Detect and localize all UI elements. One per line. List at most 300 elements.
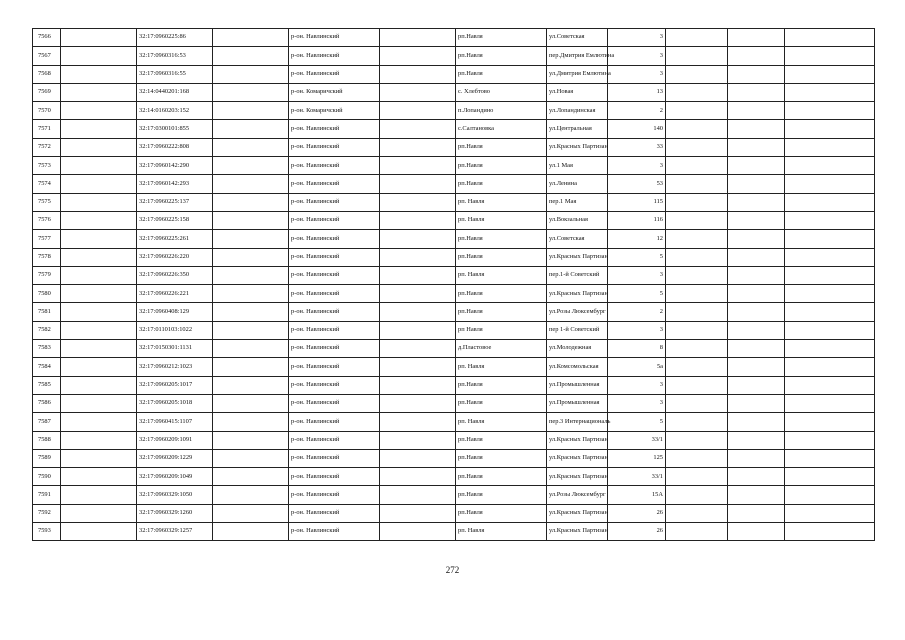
- row-number-cell: 7569: [33, 83, 61, 101]
- street-cell: ул.Новая: [547, 83, 608, 101]
- empty-cell: [61, 211, 137, 229]
- empty-cell: [666, 248, 728, 266]
- empty-cell: [213, 340, 289, 358]
- table-row: [33, 83, 875, 101]
- empty-cell: [213, 504, 289, 522]
- table-row: [33, 193, 875, 211]
- empty-cell: [213, 266, 289, 284]
- cadastral-number-cell: 32:17:0960212:1023: [137, 358, 213, 376]
- registry-table-container: [32, 28, 874, 541]
- street-cell: ул.Вокзальная: [547, 211, 608, 229]
- empty-cell: [785, 29, 875, 47]
- empty-cell: [666, 303, 728, 321]
- street-cell: пер.1 Мая: [547, 193, 608, 211]
- table-row: [33, 376, 875, 394]
- empty-cell: [380, 504, 456, 522]
- street-cell: ул.Лопандинская: [547, 102, 608, 120]
- row-number-cell: 7584: [33, 358, 61, 376]
- empty-cell: [213, 321, 289, 339]
- empty-cell: [666, 120, 728, 138]
- locality-cell: рп. Навля: [456, 523, 547, 541]
- empty-cell: [666, 449, 728, 467]
- row-number-cell: 7579: [33, 266, 61, 284]
- empty-cell: [728, 486, 785, 504]
- locality-cell: рп.Навля: [456, 468, 547, 486]
- empty-cell: [213, 468, 289, 486]
- house-number-cell: 116: [608, 211, 666, 229]
- street-cell: пер.1-й Советский: [547, 266, 608, 284]
- table-row: [33, 340, 875, 358]
- empty-cell: [61, 340, 137, 358]
- house-number-cell: 5: [608, 248, 666, 266]
- empty-cell: [380, 120, 456, 138]
- empty-cell: [728, 285, 785, 303]
- empty-cell: [785, 248, 875, 266]
- house-number-cell: 5а: [608, 358, 666, 376]
- empty-cell: [666, 102, 728, 120]
- row-number-cell: 7566: [33, 29, 61, 47]
- district-cell: р-он. Навлинский: [289, 523, 380, 541]
- empty-cell: [785, 102, 875, 120]
- street-cell: ул.Комсомольская: [547, 358, 608, 376]
- locality-cell: с.Салтановка: [456, 120, 547, 138]
- locality-cell: рп.Навля: [456, 449, 547, 467]
- empty-cell: [380, 102, 456, 120]
- locality-cell: рп.Навля: [456, 248, 547, 266]
- locality-cell: рп. Навля: [456, 193, 547, 211]
- empty-cell: [728, 120, 785, 138]
- street-cell: ул.Красных Партизан: [547, 431, 608, 449]
- row-number-cell: 7587: [33, 413, 61, 431]
- row-number-cell: 7571: [33, 120, 61, 138]
- empty-cell: [785, 303, 875, 321]
- cadastral-number-cell: 32:17:0300101:855: [137, 120, 213, 138]
- empty-cell: [61, 376, 137, 394]
- empty-cell: [61, 413, 137, 431]
- empty-cell: [213, 285, 289, 303]
- empty-cell: [61, 431, 137, 449]
- empty-cell: [666, 47, 728, 65]
- locality-cell: рп.Навля: [456, 486, 547, 504]
- empty-cell: [213, 431, 289, 449]
- street-cell: ул.Красных Партизан: [547, 504, 608, 522]
- empty-cell: [728, 376, 785, 394]
- table-row: [33, 211, 875, 229]
- house-number-cell: 5: [608, 285, 666, 303]
- empty-cell: [213, 394, 289, 412]
- empty-cell: [785, 65, 875, 83]
- house-number-cell: 26: [608, 523, 666, 541]
- district-cell: р-он. Навлинский: [289, 157, 380, 175]
- empty-cell: [380, 394, 456, 412]
- empty-cell: [728, 157, 785, 175]
- empty-cell: [666, 157, 728, 175]
- empty-cell: [666, 376, 728, 394]
- empty-cell: [61, 29, 137, 47]
- cadastral-number-cell: 32:17:0960225:137: [137, 193, 213, 211]
- table-row: [33, 138, 875, 156]
- street-cell: ул.Розы Люксембург: [547, 303, 608, 321]
- empty-cell: [380, 230, 456, 248]
- empty-cell: [785, 120, 875, 138]
- empty-cell: [666, 468, 728, 486]
- empty-cell: [213, 157, 289, 175]
- empty-cell: [728, 449, 785, 467]
- empty-cell: [785, 47, 875, 65]
- house-number-cell: 3: [608, 29, 666, 47]
- empty-cell: [213, 175, 289, 193]
- empty-cell: [61, 83, 137, 101]
- empty-cell: [785, 230, 875, 248]
- empty-cell: [380, 248, 456, 266]
- district-cell: р-он. Навлинский: [289, 431, 380, 449]
- locality-cell: рп. Навля: [456, 358, 547, 376]
- empty-cell: [785, 376, 875, 394]
- row-number-cell: 7586: [33, 394, 61, 412]
- empty-cell: [61, 486, 137, 504]
- table-row: [33, 431, 875, 449]
- empty-cell: [213, 358, 289, 376]
- cadastral-number-cell: 32:17:0960329:1260: [137, 504, 213, 522]
- empty-cell: [380, 523, 456, 541]
- cadastral-number-cell: 32:17:0960142:293: [137, 175, 213, 193]
- district-cell: р-он. Навлинский: [289, 248, 380, 266]
- empty-cell: [785, 358, 875, 376]
- street-cell: ул.Красных Партизан: [547, 523, 608, 541]
- district-cell: р-он. Навлинский: [289, 211, 380, 229]
- empty-cell: [380, 193, 456, 211]
- empty-cell: [666, 83, 728, 101]
- locality-cell: рп. Навля: [456, 211, 547, 229]
- empty-cell: [380, 285, 456, 303]
- empty-cell: [380, 431, 456, 449]
- cadastral-number-cell: 32:17:0960225:158: [137, 211, 213, 229]
- empty-cell: [61, 285, 137, 303]
- street-cell: ул.Красных Партизан: [547, 449, 608, 467]
- house-number-cell: 3: [608, 47, 666, 65]
- empty-cell: [728, 248, 785, 266]
- empty-cell: [785, 321, 875, 339]
- district-cell: р-он. Комаричский: [289, 102, 380, 120]
- empty-cell: [61, 47, 137, 65]
- street-cell: ул.Промышленная: [547, 376, 608, 394]
- table-row: [33, 413, 875, 431]
- empty-cell: [213, 303, 289, 321]
- cadastral-number-cell: 32:17:0960205:1017: [137, 376, 213, 394]
- street-cell: ул.Молодежная: [547, 340, 608, 358]
- locality-cell: рп.Навля: [456, 65, 547, 83]
- cadastral-number-cell: 32:17:0960329:1257: [137, 523, 213, 541]
- empty-cell: [61, 358, 137, 376]
- row-number-cell: 7588: [33, 431, 61, 449]
- street-cell: ул.Промышленная: [547, 394, 608, 412]
- house-number-cell: 2: [608, 303, 666, 321]
- street-cell: ул.Ленина: [547, 175, 608, 193]
- district-cell: р-он. Комаричский: [289, 83, 380, 101]
- empty-cell: [213, 138, 289, 156]
- table-row: [33, 449, 875, 467]
- empty-cell: [666, 504, 728, 522]
- cadastral-number-cell: 32:17:0960225:261: [137, 230, 213, 248]
- house-number-cell: 33: [608, 138, 666, 156]
- empty-cell: [728, 468, 785, 486]
- table-row: [33, 321, 875, 339]
- empty-cell: [728, 358, 785, 376]
- empty-cell: [61, 157, 137, 175]
- cadastral-number-cell: 32:14:0440201:168: [137, 83, 213, 101]
- empty-cell: [785, 449, 875, 467]
- empty-cell: [61, 175, 137, 193]
- empty-cell: [785, 211, 875, 229]
- empty-cell: [728, 431, 785, 449]
- empty-cell: [61, 321, 137, 339]
- row-number-cell: 7570: [33, 102, 61, 120]
- row-number-cell: 7593: [33, 523, 61, 541]
- empty-cell: [380, 175, 456, 193]
- cadastral-number-cell: 32:17:0960316:55: [137, 65, 213, 83]
- district-cell: р-он. Навлинский: [289, 120, 380, 138]
- table-row: [33, 303, 875, 321]
- empty-cell: [728, 230, 785, 248]
- locality-cell: рп.Навля: [456, 47, 547, 65]
- row-number-cell: 7578: [33, 248, 61, 266]
- house-number-cell: 13: [608, 83, 666, 101]
- empty-cell: [213, 211, 289, 229]
- empty-cell: [728, 65, 785, 83]
- empty-cell: [728, 321, 785, 339]
- empty-cell: [61, 65, 137, 83]
- empty-cell: [213, 102, 289, 120]
- district-cell: р-он. Навлинский: [289, 376, 380, 394]
- table-row: [33, 120, 875, 138]
- table-row: [33, 358, 875, 376]
- empty-cell: [666, 340, 728, 358]
- street-cell: ул.Розы Люксембург: [547, 486, 608, 504]
- empty-cell: [380, 449, 456, 467]
- district-cell: р-он. Навлинский: [289, 285, 380, 303]
- table-row: [33, 65, 875, 83]
- house-number-cell: 5: [608, 413, 666, 431]
- empty-cell: [728, 504, 785, 522]
- empty-cell: [666, 285, 728, 303]
- empty-cell: [61, 248, 137, 266]
- table-row: [33, 468, 875, 486]
- street-cell: ул.Центральная: [547, 120, 608, 138]
- empty-cell: [666, 175, 728, 193]
- empty-cell: [213, 486, 289, 504]
- empty-cell: [61, 504, 137, 522]
- row-number-cell: 7589: [33, 449, 61, 467]
- cadastral-number-cell: 32:17:0960225:86: [137, 29, 213, 47]
- house-number-cell: 3: [608, 266, 666, 284]
- street-cell: ул.Красных Партизан: [547, 285, 608, 303]
- district-cell: р-он. Навлинский: [289, 321, 380, 339]
- empty-cell: [666, 65, 728, 83]
- district-cell: р-он. Навлинский: [289, 358, 380, 376]
- empty-cell: [380, 83, 456, 101]
- empty-cell: [380, 266, 456, 284]
- locality-cell: п.Лопандино: [456, 102, 547, 120]
- empty-cell: [61, 266, 137, 284]
- empty-cell: [380, 413, 456, 431]
- house-number-cell: 8: [608, 340, 666, 358]
- table-body: [33, 29, 875, 541]
- row-number-cell: 7574: [33, 175, 61, 193]
- district-cell: р-он. Навлинский: [289, 65, 380, 83]
- empty-cell: [380, 321, 456, 339]
- table-row: [33, 523, 875, 541]
- locality-cell: рп.Навля: [456, 29, 547, 47]
- locality-cell: рп.Навля: [456, 285, 547, 303]
- empty-cell: [785, 193, 875, 211]
- empty-cell: [728, 340, 785, 358]
- empty-cell: [785, 266, 875, 284]
- empty-cell: [728, 138, 785, 156]
- empty-cell: [785, 175, 875, 193]
- district-cell: р-он. Навлинский: [289, 468, 380, 486]
- empty-cell: [61, 102, 137, 120]
- empty-cell: [666, 431, 728, 449]
- empty-cell: [61, 138, 137, 156]
- empty-cell: [380, 138, 456, 156]
- empty-cell: [61, 193, 137, 211]
- row-number-cell: 7582: [33, 321, 61, 339]
- empty-cell: [380, 29, 456, 47]
- empty-cell: [666, 358, 728, 376]
- house-number-cell: 125: [608, 449, 666, 467]
- empty-cell: [61, 230, 137, 248]
- page-number: 272: [445, 565, 460, 575]
- district-cell: р-он. Навлинский: [289, 394, 380, 412]
- street-cell: ул.Красных Партизан: [547, 138, 608, 156]
- district-cell: р-он. Навлинский: [289, 413, 380, 431]
- empty-cell: [728, 175, 785, 193]
- locality-cell: рп.Навля: [456, 394, 547, 412]
- empty-cell: [728, 523, 785, 541]
- house-number-cell: 2: [608, 102, 666, 120]
- empty-cell: [380, 340, 456, 358]
- house-number-cell: 3: [608, 394, 666, 412]
- locality-cell: рп.Навля: [456, 376, 547, 394]
- table-row: [33, 248, 875, 266]
- empty-cell: [728, 211, 785, 229]
- empty-cell: [666, 266, 728, 284]
- locality-cell: рп. Навля: [456, 266, 547, 284]
- cadastral-number-cell: 32:17:0110103:1022: [137, 321, 213, 339]
- empty-cell: [785, 431, 875, 449]
- house-number-cell: 33/1: [608, 468, 666, 486]
- house-number-cell: 3: [608, 321, 666, 339]
- street-cell: ул.Красных Партизан: [547, 248, 608, 266]
- table-row: [33, 230, 875, 248]
- empty-cell: [380, 303, 456, 321]
- empty-cell: [728, 29, 785, 47]
- empty-cell: [213, 120, 289, 138]
- table-row: [33, 29, 875, 47]
- table-row: [33, 266, 875, 284]
- empty-cell: [213, 376, 289, 394]
- empty-cell: [785, 486, 875, 504]
- empty-cell: [61, 468, 137, 486]
- registry-table: [32, 28, 875, 541]
- district-cell: р-он. Навлинский: [289, 47, 380, 65]
- cadastral-number-cell: 32:17:0960316:53: [137, 47, 213, 65]
- row-number-cell: 7568: [33, 65, 61, 83]
- empty-cell: [380, 358, 456, 376]
- empty-cell: [666, 321, 728, 339]
- cadastral-number-cell: 32:17:0960209:1091: [137, 431, 213, 449]
- house-number-cell: 26: [608, 504, 666, 522]
- empty-cell: [213, 65, 289, 83]
- cadastral-number-cell: 32:17:0960222:808: [137, 138, 213, 156]
- cadastral-number-cell: 32:17:0960226:221: [137, 285, 213, 303]
- locality-cell: с. Хлебтово: [456, 83, 547, 101]
- locality-cell: рп.Навля: [456, 175, 547, 193]
- empty-cell: [380, 47, 456, 65]
- empty-cell: [666, 193, 728, 211]
- house-number-cell: 3: [608, 157, 666, 175]
- house-number-cell: 115: [608, 193, 666, 211]
- empty-cell: [213, 449, 289, 467]
- empty-cell: [785, 413, 875, 431]
- table-row: [33, 157, 875, 175]
- cadastral-number-cell: 32:17:0960226:350: [137, 266, 213, 284]
- cadastral-number-cell: 32:17:0960205:1018: [137, 394, 213, 412]
- house-number-cell: 15А: [608, 486, 666, 504]
- empty-cell: [380, 157, 456, 175]
- house-number-cell: 3: [608, 376, 666, 394]
- cadastral-number-cell: 32:17:0960209:1229: [137, 449, 213, 467]
- empty-cell: [61, 394, 137, 412]
- row-number-cell: 7576: [33, 211, 61, 229]
- row-number-cell: 7577: [33, 230, 61, 248]
- cadastral-number-cell: 32:17:0960415:1107: [137, 413, 213, 431]
- house-number-cell: 140: [608, 120, 666, 138]
- cadastral-number-cell: 32:14:0160203:152: [137, 102, 213, 120]
- row-number-cell: 7592: [33, 504, 61, 522]
- empty-cell: [728, 102, 785, 120]
- table-row: [33, 102, 875, 120]
- empty-cell: [666, 486, 728, 504]
- empty-cell: [666, 394, 728, 412]
- row-number-cell: 7581: [33, 303, 61, 321]
- row-number-cell: 7591: [33, 486, 61, 504]
- locality-cell: рп.Навля: [456, 303, 547, 321]
- locality-cell: рп Навля: [456, 321, 547, 339]
- house-number-cell: 53: [608, 175, 666, 193]
- district-cell: р-он. Навлинский: [289, 29, 380, 47]
- district-cell: р-он. Навлинский: [289, 230, 380, 248]
- empty-cell: [666, 138, 728, 156]
- empty-cell: [785, 468, 875, 486]
- empty-cell: [785, 504, 875, 522]
- row-number-cell: 7572: [33, 138, 61, 156]
- district-cell: р-он. Навлинский: [289, 193, 380, 211]
- cadastral-number-cell: 32:17:0960142:290: [137, 157, 213, 175]
- locality-cell: рп. Навля: [456, 413, 547, 431]
- street-cell: пер 1-й Советский: [547, 321, 608, 339]
- empty-cell: [728, 266, 785, 284]
- cadastral-number-cell: 32:17:0960209:1049: [137, 468, 213, 486]
- cadastral-number-cell: 32:17:0150301:1131: [137, 340, 213, 358]
- row-number-cell: 7583: [33, 340, 61, 358]
- street-cell: ул.1 Мая: [547, 157, 608, 175]
- district-cell: р-он. Навлинский: [289, 266, 380, 284]
- locality-cell: рп.Навля: [456, 431, 547, 449]
- empty-cell: [213, 29, 289, 47]
- district-cell: р-он. Навлинский: [289, 504, 380, 522]
- empty-cell: [213, 413, 289, 431]
